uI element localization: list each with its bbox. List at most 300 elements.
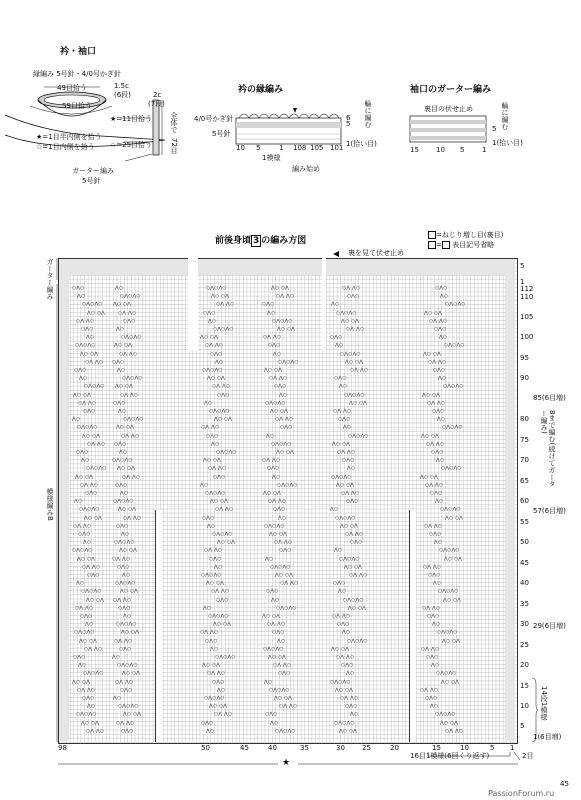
row7-label: (7段): [148, 100, 165, 108]
stitch-mark: ⋀○: [119, 450, 128, 455]
stitch-mark: ○⋀○: [87, 573, 100, 578]
garter-label: ガーター編み: [72, 167, 114, 175]
col-5: 5: [490, 744, 495, 752]
stitch-mark: ○⋀ ⋀○: [427, 400, 446, 406]
stitch-mark: ○⋀○: [203, 310, 216, 316]
stitch-mark: ○⋀○: [121, 728, 134, 734]
stitch-mark: ○⋀ ⋀○: [423, 564, 442, 570]
stitch-mark: ○⋀○: [430, 491, 443, 496]
stitch-mark: ○⋀ ⋀○: [268, 499, 287, 505]
stitch-mark: ○⋀○: [265, 712, 278, 718]
stitch-mark: ⋀○: [81, 458, 90, 464]
stitch-mark: ⋀○: [278, 515, 287, 521]
chart-title-post: の編み方図: [261, 236, 307, 246]
stitch-mark: ○⋀○⋀○: [79, 507, 100, 513]
stitch-mark: ⋀○: [74, 499, 83, 505]
row-20: 20: [520, 661, 529, 669]
stitch-mark: ○⋀ ⋀○: [116, 720, 135, 726]
stitch-mark: ○⋀○⋀○: [213, 327, 234, 332]
col-1: 1: [510, 744, 515, 752]
stitch-mark: ⋀○ ○⋀: [349, 400, 368, 406]
star-note: ★=1目半内側を拾う: [36, 133, 102, 141]
stitch-mark: ○⋀ ⋀○: [215, 507, 234, 513]
edge-col-5: 101: [330, 144, 344, 152]
row-5-top: 5: [520, 262, 525, 270]
stitch-mark: ⋀○: [214, 564, 223, 570]
stitch-mark: ○⋀○⋀○: [439, 548, 460, 554]
col-98: 98: [58, 744, 67, 752]
stitch-mark: ○⋀○⋀○: [76, 712, 97, 718]
collar-edging-chart: [236, 108, 346, 148]
stitch-mark: ○⋀ ⋀○: [421, 646, 440, 652]
stitch-mark: ○⋀○: [205, 638, 218, 644]
stitch-mark: ⋀○ ○⋀: [73, 392, 92, 398]
stitch-mark: ○⋀○: [74, 368, 87, 373]
stitch-mark: ⋀○: [436, 458, 445, 464]
continue-note: 8まで編む(続けてガーター編み): [540, 410, 556, 488]
cuff-loop: 輪に編む: [501, 102, 509, 130]
col-20: 20: [390, 744, 399, 752]
stitch-mark: ⋀○ ○⋀: [339, 728, 358, 734]
stitch-mark: ○⋀ ⋀○: [424, 523, 443, 529]
stitch-mark: ⋀○ ○⋀: [86, 597, 105, 603]
stitch-mark: ⋀○: [350, 712, 359, 718]
stitch-mark: ○⋀ ⋀○: [114, 638, 133, 644]
stitch-mark: ○⋀○⋀○: [437, 630, 458, 636]
c15-label: 1.5c: [114, 82, 129, 90]
stitch-mark: ⋀○ ○⋀: [335, 687, 354, 693]
stitch-mark: ○⋀○⋀○: [269, 687, 290, 693]
watermark: PassionForum.ru: [488, 789, 555, 798]
stitch-mark: ⋀○ ○⋀: [203, 458, 222, 464]
stitch-mark: ○⋀○: [119, 646, 132, 652]
row-60: 60: [520, 497, 529, 505]
stitch-mark: ⋀○ ○⋀: [202, 663, 221, 669]
stitch-mark: ○⋀○: [425, 696, 438, 701]
stitch-mark: ○⋀○: [272, 630, 285, 636]
stitch-mark: ○⋀○: [213, 474, 226, 480]
stitch-mark: ○⋀ ⋀○: [422, 605, 441, 611]
bottom-2: 2目: [522, 752, 534, 760]
stitch-mark: ⋀○: [346, 671, 355, 677]
edge-r6: 6: [346, 114, 351, 122]
stitch-mark: ⋀○ ○⋀: [445, 515, 464, 521]
edge-col-2: 1: [279, 144, 284, 152]
stitch-mark: ○⋀○: [345, 704, 358, 710]
stitch-mark: ○⋀○: [118, 605, 131, 611]
inc-85: 85(6目増): [533, 394, 566, 402]
stitch-mark: ○⋀ ⋀○: [269, 376, 288, 382]
stitch-mark: ⋀○: [264, 679, 273, 685]
collar-edging-title: 衿の縁編み: [238, 85, 284, 95]
gap-4: [409, 510, 416, 742]
stitch-mark: ⋀○: [115, 286, 124, 291]
stitch-mark: ○⋀○⋀○: [275, 728, 296, 734]
bindoff-arrow-icon: [333, 250, 343, 258]
stitch-mark: ○⋀○⋀○: [443, 384, 464, 390]
stitch-mark: ○⋀○: [216, 597, 229, 603]
row-70: 70: [520, 456, 529, 464]
stitch-mark: ○⋀○: [120, 687, 133, 693]
stitch-mark: ○⋀○⋀○: [113, 499, 134, 505]
stitch-mark: ○⋀○⋀○: [339, 556, 360, 562]
stitch-mark: ○⋀○⋀○: [265, 400, 286, 406]
chart-title-pre: 前後身頃: [215, 236, 252, 246]
stitch-mark: ○⋀ ⋀○: [345, 532, 364, 537]
left-garter-label: ガーター編み: [46, 258, 54, 300]
stitch-mark: ○⋀○: [428, 573, 441, 578]
stitch-mark: ⋀○ ○⋀: [340, 523, 359, 529]
tri-note: ☆=1目内側を拾う: [36, 143, 95, 151]
stitch-mark: ○⋀○: [123, 318, 136, 324]
cuff-r5: 5: [492, 125, 497, 133]
stitch-mark: ○⋀○⋀○: [340, 351, 361, 357]
stitch-mark: ○⋀○⋀○: [270, 564, 291, 570]
stitch-mark: ○⋀ ⋀○: [82, 564, 101, 570]
stitch-mark: ○⋀○⋀○: [118, 704, 139, 710]
stitch-mark: ○⋀○⋀○: [440, 507, 461, 513]
stitch-mark: ⋀○: [118, 409, 127, 414]
stitch-mark: ○⋀ ⋀○: [445, 728, 464, 734]
stitch-mark: ○⋀○: [334, 376, 347, 382]
stitch-mark: ○⋀ ⋀○: [420, 687, 439, 693]
legend-2: [428, 241, 494, 249]
stitch-mark: ⋀○: [266, 433, 275, 439]
stitch-mark: ○⋀ ⋀○: [73, 523, 92, 529]
stitch-mark: ○⋀○⋀○: [435, 712, 456, 718]
stitch-mark: ○⋀○: [82, 696, 95, 701]
chart-title-num: 3: [253, 236, 260, 246]
stitch-mark: ○⋀ ⋀○: [276, 294, 295, 300]
stitch-mark: ○⋀○: [72, 286, 85, 291]
stitch-mark: ○⋀○⋀○: [121, 335, 142, 341]
stitch-mark: ⋀○: [217, 687, 226, 693]
cuff-col-5: 5: [460, 146, 465, 154]
stitch-mark: ○⋀ ⋀○: [120, 392, 139, 398]
stitch-mark: ⋀○: [440, 294, 449, 300]
row-80: 80: [520, 415, 529, 423]
row-55: 55: [520, 518, 529, 526]
stitch-mark: ⋀○ ○⋀: [121, 630, 140, 636]
stitch-mark: ⋀○: [79, 376, 88, 382]
inc-1: 1(6目増): [533, 733, 562, 741]
stitch-mark: ⋀○: [123, 614, 132, 619]
cuff-col-1: 1: [482, 146, 487, 154]
stitch-mark: ○⋀○: [80, 614, 93, 619]
stitch-mark: ○⋀ ⋀○: [207, 671, 226, 677]
stitch-mark: ○⋀ ⋀○: [426, 441, 445, 447]
collar-cuff-title: 衿・袖口: [60, 47, 97, 57]
edge-motif: 1模様: [262, 154, 281, 162]
stitch-mark: ⋀○ ○⋀: [79, 638, 98, 644]
stitch-mark: ○⋀○⋀○: [348, 433, 369, 439]
stitch-mark: ○⋀○⋀○: [335, 515, 356, 521]
stitch-mark: ⋀○: [265, 556, 274, 562]
stitch-mark: ○⋀○: [83, 409, 96, 414]
stitch-mark: ⋀○: [85, 622, 94, 628]
stitch-mark: ⋀○: [347, 466, 356, 472]
stitch-mark: ⋀○: [77, 294, 86, 300]
stitch-mark: ○⋀○: [278, 671, 291, 677]
stitch-mark: ○⋀○⋀○: [205, 491, 226, 496]
pick59-label: 59目拾う: [62, 102, 92, 110]
stitch-mark: ⋀○ ○⋀: [114, 343, 133, 349]
stitch-mark: ⋀○ ○⋀: [120, 589, 139, 595]
stitch-mark: ○⋀○: [342, 458, 355, 464]
stitch-mark: ○⋀○: [206, 433, 219, 439]
stitch-mark: ⋀○: [437, 417, 446, 423]
stitch-mark: ○⋀○: [212, 679, 225, 685]
edge-r5: 5: [346, 120, 351, 128]
stitch-mark: ○⋀○⋀○: [72, 548, 93, 554]
stitch-mark: ○⋀ ⋀○: [280, 581, 299, 587]
stitch-mark: ○⋀ ⋀○: [425, 482, 444, 488]
col-15: 15: [432, 744, 441, 752]
stitch-mark: ○⋀○⋀○: [86, 466, 107, 472]
stitch-mark: ⋀○ ○⋀: [87, 310, 106, 316]
stitch-mark: ○⋀○: [432, 409, 445, 414]
stitch-mark: ○⋀ ⋀○: [112, 556, 131, 562]
stitch-mark: ⋀○ ○⋀: [84, 515, 103, 521]
c2-label: 2c: [153, 91, 162, 99]
stitch-mark: ○⋀○: [116, 523, 129, 529]
stitch-mark: ⋀○ ○⋀: [211, 294, 230, 300]
stitch-mark: ⋀○ ○⋀: [113, 302, 132, 308]
repeat-note: 14段1模様: [540, 686, 548, 721]
needle5-label: 5号針: [82, 177, 101, 185]
stitch-mark: ○⋀○⋀○: [83, 671, 104, 677]
stitch-mark: ○⋀ ⋀○: [76, 318, 95, 324]
stitch-mark: ○⋀○: [115, 482, 128, 488]
stitch-mark: ⋀○: [277, 638, 286, 644]
stitch-mark: ⋀○ ○⋀: [206, 581, 225, 587]
legend-1-text: =ねじり増し目(裏目): [436, 231, 504, 239]
stitch-mark: ○⋀○⋀○: [120, 294, 141, 300]
stitch-mark: ⋀○: [434, 540, 443, 546]
stitch-mark: ○⋀○: [112, 359, 125, 365]
stitch-mark: ○⋀ ⋀○: [85, 359, 104, 365]
stitch-mark: ○⋀○⋀○: [278, 359, 299, 365]
stitch-mark: ○⋀○: [76, 450, 89, 455]
stitch-mark: ○⋀○: [431, 450, 444, 455]
stitch-mark: ○⋀○: [434, 327, 447, 332]
col-40: 40: [268, 744, 277, 752]
stitch-mark: ○⋀○: [81, 327, 94, 332]
col-10: 10: [460, 744, 469, 752]
gap-3: [155, 510, 162, 742]
stitch-mark: ⋀○ ○⋀: [345, 359, 364, 365]
stitch-mark: ⋀○ ○⋀: [262, 614, 281, 619]
stitch-mark: ○⋀○⋀○: [81, 589, 102, 595]
row-100: 100: [520, 333, 534, 341]
row-45: 45: [520, 559, 529, 567]
pick11-label: ★=11目拾う: [110, 115, 153, 123]
stitch-mark: ⋀○: [271, 597, 280, 603]
row-75: 75: [520, 436, 529, 444]
stitch-mark: ○⋀○: [266, 589, 279, 595]
stitch-mark: ○⋀ ⋀○: [346, 327, 365, 332]
stitch-mark: ⋀○ ○⋀: [213, 622, 232, 628]
stitch-mark: ○⋀○⋀○: [343, 597, 364, 603]
stitch-mark: ○⋀○: [347, 294, 360, 300]
stitch-mark: ⋀○: [339, 384, 348, 390]
stitch-mark: ○⋀○: [78, 532, 91, 537]
stitch-mark: ⋀○: [83, 540, 92, 546]
stitch-mark: ⋀○: [432, 622, 441, 628]
stitch-mark: ○⋀○: [435, 286, 448, 291]
stitch-mark: ○⋀○⋀○: [77, 425, 98, 431]
stitch-mark: ○⋀ ⋀○: [273, 663, 292, 669]
stitch-mark: ⋀○ ○⋀: [444, 556, 463, 562]
stitch-mark: ○⋀○: [337, 622, 350, 628]
stitch-mark: ○⋀○: [273, 507, 286, 513]
legend-2-eq: =: [436, 241, 442, 249]
edge-col-first: 10: [236, 144, 245, 152]
stitch-mark: ○⋀ ⋀○: [115, 679, 134, 685]
stitch-mark: ⋀○ ○⋀: [116, 425, 135, 431]
stitch-mark: ⋀○: [113, 696, 122, 701]
needle-label: 5号針: [212, 130, 231, 138]
stitch-mark: ○⋀○⋀○: [444, 343, 465, 349]
left-brace: [52, 258, 62, 744]
chart-title: [215, 233, 306, 246]
col-25: 25: [362, 744, 371, 752]
repeat-brace: [532, 678, 538, 742]
stitch-mark: ⋀○: [206, 728, 215, 734]
chart-bindoff: 裏を見て伏せ止め: [348, 249, 404, 257]
stitch-mark: ⋀○: [433, 581, 442, 587]
stitch-mark: ○⋀ ⋀○: [119, 351, 138, 357]
stitch-mark: ⋀○ ○⋀: [276, 450, 295, 455]
stitch-mark: ○⋀ ⋀○: [80, 482, 99, 488]
stitch-mark: ⋀○ ○⋀: [72, 679, 91, 685]
stitch-mark: ○⋀ ⋀○: [337, 450, 356, 455]
stitch-mark: ⋀○: [203, 605, 212, 611]
stitch-mark: ⋀○ ○⋀: [277, 327, 296, 332]
row-30: 30: [520, 620, 529, 628]
stitch-mark: ⋀○: [210, 646, 219, 652]
stitch-mark: ⋀○: [439, 335, 448, 341]
stitch-mark: ○⋀ ⋀○: [118, 310, 137, 316]
stitch-mark: ⋀○: [86, 335, 95, 341]
stitch-mark: ○⋀ ⋀○: [122, 474, 141, 480]
stitch-mark: ○⋀ ⋀○: [201, 425, 220, 431]
bottom-repeat-note: 16目1模様(6回くり返す): [410, 752, 490, 760]
legend-1: [428, 231, 503, 239]
stitch-mark: ○⋀ ⋀○: [341, 491, 360, 496]
stitch-mark: ⋀○ ○⋀: [442, 638, 461, 644]
stitch-mark: ○⋀○: [217, 392, 230, 398]
stitch-mark: ○⋀ ⋀○: [342, 286, 361, 291]
stitch-mark: ○⋀○: [274, 384, 287, 390]
stitch-mark: ⋀○: [343, 425, 352, 431]
stitch-mark: ○⋀○⋀○: [122, 376, 143, 382]
row-35: 35: [520, 600, 529, 608]
stitch-mark: ○⋀ ⋀○: [429, 318, 448, 324]
stitch-mark: ○⋀○⋀○: [436, 671, 457, 677]
stitch-mark: ⋀○: [330, 507, 339, 513]
stitch-mark: ⋀○: [121, 532, 130, 537]
stitch-mark: ⋀○: [87, 704, 96, 710]
stitch-mark: ⋀○: [335, 343, 344, 349]
stitch-mark: ⋀○: [338, 589, 347, 595]
stitch-mark: ⋀○ ○⋀: [217, 540, 236, 546]
stitch-mark: ○⋀○: [73, 655, 86, 660]
stitch-mark: ⋀○: [431, 663, 440, 669]
row-25: 25: [520, 641, 529, 649]
stitch-mark: ⋀○ ○⋀: [118, 507, 137, 513]
stitch-mark: ○⋀○⋀○: [201, 573, 222, 578]
row-10: 10: [520, 702, 529, 710]
bottom-star: ★: [282, 758, 291, 768]
stitch-mark: ⋀○: [208, 318, 217, 324]
stitch-mark: ⋀○: [215, 359, 224, 365]
col-30: 30: [336, 744, 345, 752]
stitch-mark: ○⋀○⋀○: [212, 532, 233, 537]
stitch-mark: ⋀○ ○⋀: [336, 482, 355, 488]
stitch-mark: ○⋀○⋀○: [123, 417, 144, 423]
row-15: 15: [520, 682, 529, 690]
stitch-mark: ○⋀○⋀○: [334, 720, 355, 726]
inc-29: 29(6目増): [533, 622, 566, 630]
stitch-mark: ○⋀○⋀○: [75, 343, 96, 349]
edge-loop: 輪に編む: [364, 100, 372, 128]
stitch-mark: ⋀○ ○⋀: [264, 368, 283, 373]
stitch-mark: ⋀○: [117, 368, 126, 373]
stitch-mark: ⋀○ ○⋀: [275, 573, 294, 578]
stitch-mark: ○⋀○⋀○: [204, 696, 225, 701]
stitch-mark: ○⋀ ⋀○: [350, 368, 369, 373]
edge-col-4: 105: [310, 144, 324, 152]
cuff-bindoff: 裏目の伏せ止め: [424, 105, 473, 113]
stitch-mark: ⋀○: [207, 523, 216, 529]
stitch-mark: ⋀○ ○⋀: [115, 384, 134, 390]
stitch-mark: ○⋀ ⋀○: [275, 417, 294, 423]
stitch-mark: ○⋀ ⋀○: [200, 630, 219, 636]
stitch-mark: ⋀○: [116, 327, 125, 332]
stitch-mark: ⋀○: [334, 548, 343, 554]
stitch-mark: ⋀○: [120, 491, 129, 496]
stitch-mark: ⋀○ ○⋀: [440, 720, 459, 726]
stitch-mark: ⋀○ ○⋀: [270, 409, 289, 414]
stitch-mark: ○⋀○⋀○: [445, 302, 466, 308]
stitch-mark: ○⋀ ⋀○: [204, 548, 223, 554]
stitch-mark: ○⋀○⋀○: [331, 474, 352, 480]
stitch-mark: ○⋀○: [330, 335, 343, 341]
garter-band: [59, 259, 515, 275]
edge-col-1: 5: [256, 144, 261, 152]
stitch-mark: ○⋀○⋀○: [209, 409, 230, 414]
stitch-mark: ○⋀○: [201, 720, 214, 726]
stitch-mark: ○⋀ ⋀○: [216, 302, 235, 308]
stitch-mark: ⋀○ ○⋀: [117, 466, 136, 472]
stitch-mark: ○⋀○: [426, 655, 439, 660]
cuff-col-15: 15: [410, 146, 419, 154]
edge-pickup: 1(拾い目): [346, 140, 377, 148]
stitch-mark: ○⋀○⋀○: [202, 368, 223, 373]
right-edge-band: [505, 275, 515, 741]
stitch-mark: ⋀○ ○⋀: [214, 417, 233, 423]
stitch-mark: ○⋀○: [280, 425, 293, 431]
stitch-mark: ○⋀○: [210, 351, 223, 357]
stitch-mark: ○⋀○⋀○: [276, 605, 297, 611]
stitch-mark: ⋀○ ○⋀: [269, 532, 288, 537]
stitch-mark: ○⋀○⋀○: [442, 425, 463, 431]
stitch-mark: ○⋀ ⋀○: [263, 335, 282, 341]
row-1-top: 1: [520, 278, 525, 286]
stitch-mark: ○⋀○⋀○: [215, 655, 236, 660]
stitch-mark: ⋀○ ○⋀: [209, 704, 228, 710]
